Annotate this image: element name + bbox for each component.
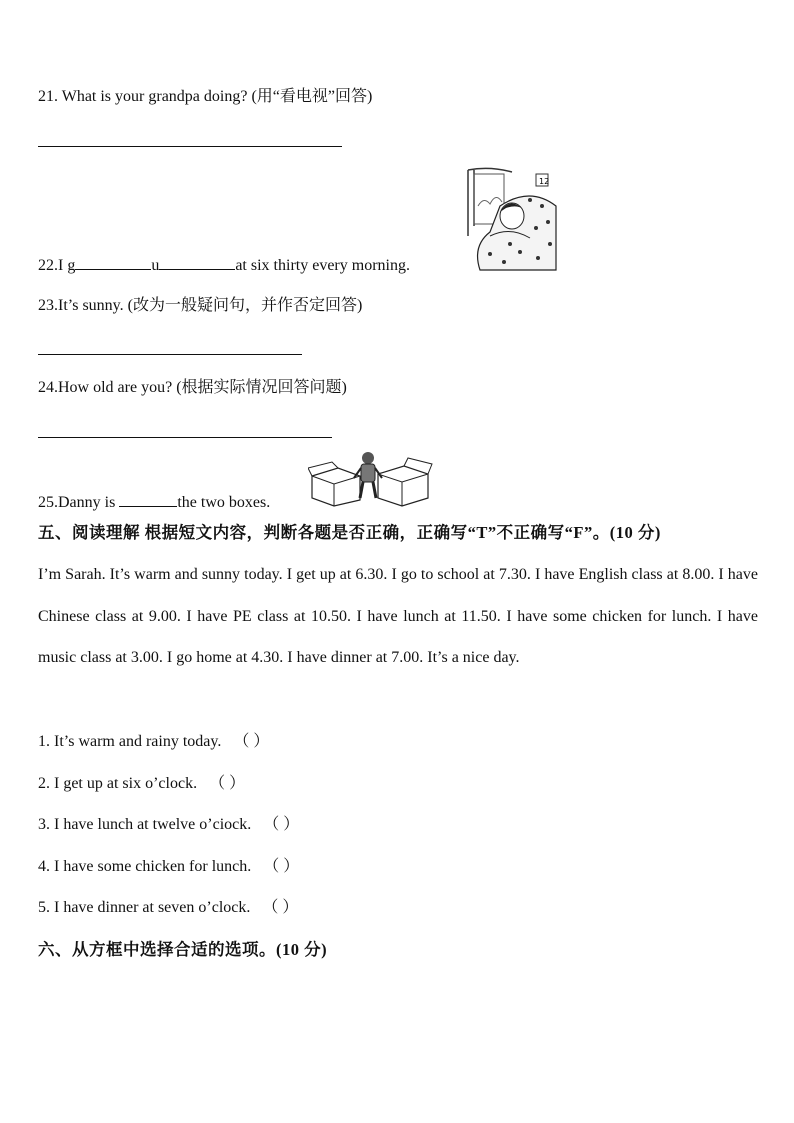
question-24: 24.How old are you? (根据实际情况回答问题) <box>38 379 347 396</box>
answer-parentheses[interactable]: （ ） <box>233 733 270 750</box>
question-22 <box>38 255 410 276</box>
judge-item-3 <box>38 815 299 835</box>
judge-item-text: 5. I have dinner at seven o’clock. <box>38 899 251 916</box>
blank-22b[interactable] <box>159 255 235 270</box>
boy-waking-up-illustration <box>460 166 560 272</box>
answer-parentheses[interactable]: （ ） <box>263 858 300 875</box>
question-21-number: 21 <box>38 88 54 105</box>
judge-item-text: 4. I have some chicken for lunch. <box>38 858 252 875</box>
question-22-prefix: 22.I g <box>38 257 76 274</box>
judge-item-4 <box>38 857 299 877</box>
question-25-suffix: the two boxes. <box>177 494 271 511</box>
question-22-suffix: at six thirty every morning. <box>235 257 410 274</box>
question-22-mid: u <box>151 257 160 274</box>
svg-text:12: 12 <box>539 177 550 186</box>
blank-25[interactable] <box>119 492 177 507</box>
question-21-text: . What is your grandpa doing? (用“看电视”回答) <box>54 88 373 105</box>
answer-line-21[interactable] <box>38 146 342 147</box>
answer-parentheses[interactable]: （ ） <box>262 899 299 916</box>
judge-item-text: 2. I get up at six o’clock. <box>38 775 198 792</box>
answer-parentheses[interactable]: （ ） <box>209 775 246 792</box>
question-23: 23.It’s sunny. (改为一般疑问句，并作否定回答) <box>38 297 363 314</box>
judge-item-text: 1. It’s warm and rainy today. <box>38 733 222 750</box>
judge-item-5 <box>38 898 298 918</box>
question-25 <box>38 492 270 513</box>
blank-22a[interactable] <box>75 255 151 270</box>
section-5-heading: 五、阅读理解 根据短文内容，判断各题是否正确，正确写“T”不正确写“F”。(10 分) <box>38 523 661 542</box>
question-21 <box>38 87 372 107</box>
answer-line-23[interactable] <box>38 354 302 355</box>
answer-line-24[interactable] <box>38 437 332 438</box>
judge-item-2 <box>38 774 245 794</box>
judge-item-text: 3. I have lunch at twelve o’ciock. <box>38 816 252 833</box>
judge-item-1 <box>38 732 269 752</box>
reading-passage: I’m Sarah. It’s warm and sunny today. I get up at 6.30. I go to school at 7.30. I have English class at 8.00. I have Chinese class at 9.00. I have PE class at 10.50. I have lunch at 11.50. I have some chicken for lunch. I have music class at 3.00. I go home at 4.30. I have dinner at 7.00. It’s a nice day. <box>38 566 758 666</box>
question-25-prefix: 25.Danny is <box>38 494 120 511</box>
section-6-heading: 六、从方框中选择合适的选项。(10 分) <box>38 940 328 959</box>
boy-between-boxes-illustration <box>308 450 434 508</box>
answer-parentheses[interactable]: （ ） <box>263 816 300 833</box>
